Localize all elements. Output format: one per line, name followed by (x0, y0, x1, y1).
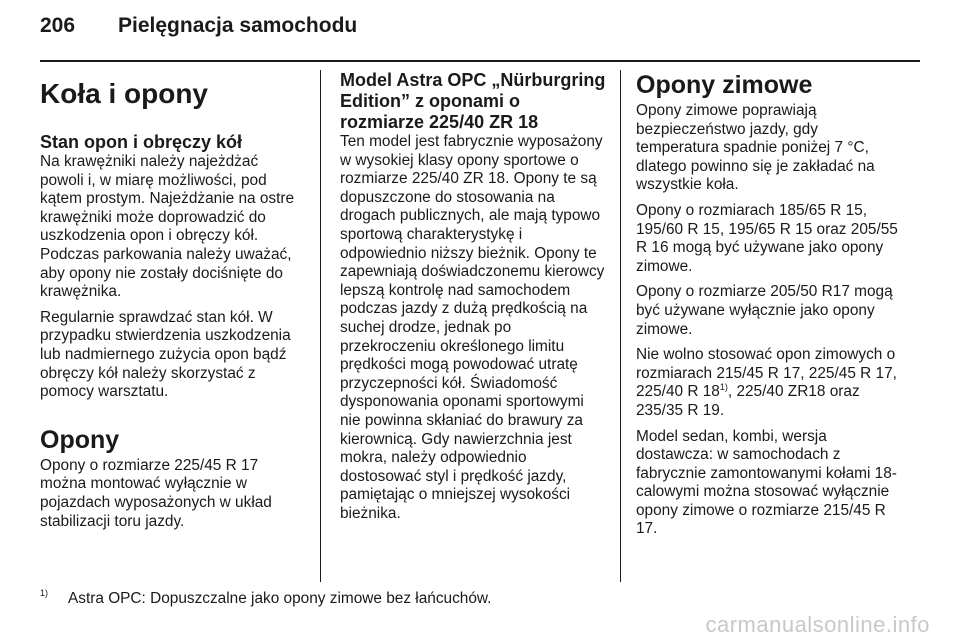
column-middle (340, 70, 608, 530)
paragraph: Ten model jest fabrycznie wyposażony w wysokiej klasy opony sportowe o rozmiarze 225/40 ZR 18. Opony te są dopuszczone do stosowania na drogach publicznych, ale mają typowo sportową charakterystykę i odpowiednio niższy bieżnik. Opony te zapewniają doświadczonemu kierowcy lepszą kontrolę nad samochodem podczas jazdy z dużą prędkością na suchej drodze, jednak po przekroczeniu określonego limitu prędkości mogą powodować utratę przyczepności kół. Świadomość dysponowania oponami sportowymi nie powinna skłaniać do brawury za kierownicą. Gdy nawierzchnia jest mokra, należy odpowiednio dostosować styl i prędkość jazdy, pamiętając o mniejszej wysokości bieżnika. (340, 133, 605, 522)
page-header (40, 14, 920, 44)
heading-tyres: Opony (40, 425, 120, 454)
paragraph: Opony o rozmiarze 225/45 R 17 można montować wyłącznie w pojazdach wyposażonych w układ stabilizacji toru jazdy. (40, 456, 272, 530)
subheading-rims: Stan opon i obręczy kół (40, 132, 243, 152)
paragraph-text: Nie wolno stosować opon zimowych o rozmiarach 215/45 R 17, 225/45 R 17, 225/40 R 18 (636, 346, 897, 401)
heading-winter-tyres: Opony zimowe (636, 71, 813, 99)
section-title: Pielęgnacja samochodu (118, 14, 358, 37)
watermark: carmanualsonline.info (705, 612, 930, 637)
paragraph: Opony zimowe poprawiają bezpieczeństwo jazdy, gdy temperatura spadnie poniżej 7 °C, dlatego powinno się je zakładać na wszystkie koła. (636, 102, 875, 194)
header-divider (40, 60, 920, 62)
page-number: 206 (40, 14, 76, 37)
footnote-text: Astra OPC: Dopuszczalne jako opony zimowe bez łańcuchów. (68, 590, 492, 607)
chapter-heading: Koła i opony (40, 78, 208, 109)
subheading-opc: Model Astra OPC „Nürburgring Edition” z oponami o rozmiarze 225/40 ZR 18 (340, 70, 606, 132)
column-divider (320, 70, 321, 582)
paragraph: Regularnie sprawdzać stan kół. W przypadku stwierdzenia uszkodzenia lub nadmiernego zużycia opon bądź obręczy kół należy skorzystać z pomocy warsztatu. (40, 308, 291, 401)
paragraph: Opony o rozmiarach 185/65 R 15, 195/60 R 15, 195/65 R 15 oraz 205/55 R 16 mogą być używane jako opony zimowe. (636, 201, 898, 275)
paragraph (636, 346, 904, 420)
paragraph: Model sedan, kombi, wersja dostawcza: w samochodach z fabrycznie zamontowanymi kołami 18-calowymi można stosować wyłącznie opony zimowe o rozmiarze 215/45 R 17. (636, 427, 897, 538)
footnote-marker: 1) (40, 588, 49, 598)
paragraph: Na krawężniki należy najeżdżać powoli i, w miarę możliwości, pod kątem prostym. Najeżdżanie na ostre krawężniki może doprowadzić do uszkodzenia opon i obręczy kół. Podczas parkowania należy uważać, aby opony nie zostały dociśnięte do krawężnika. (40, 153, 295, 301)
footnote (40, 588, 492, 608)
paragraph-text: , 225/40 ZR18 oraz 235/35 R 19. (636, 383, 860, 419)
paragraph: Opony o rozmiarze 205/50 R17 mogą być używane wyłącznie jako opony zimowe. (636, 283, 893, 338)
column-divider (620, 70, 621, 582)
footnote-reference[interactable]: 1) (719, 382, 728, 393)
column-left (40, 70, 306, 538)
column-right (636, 70, 904, 546)
